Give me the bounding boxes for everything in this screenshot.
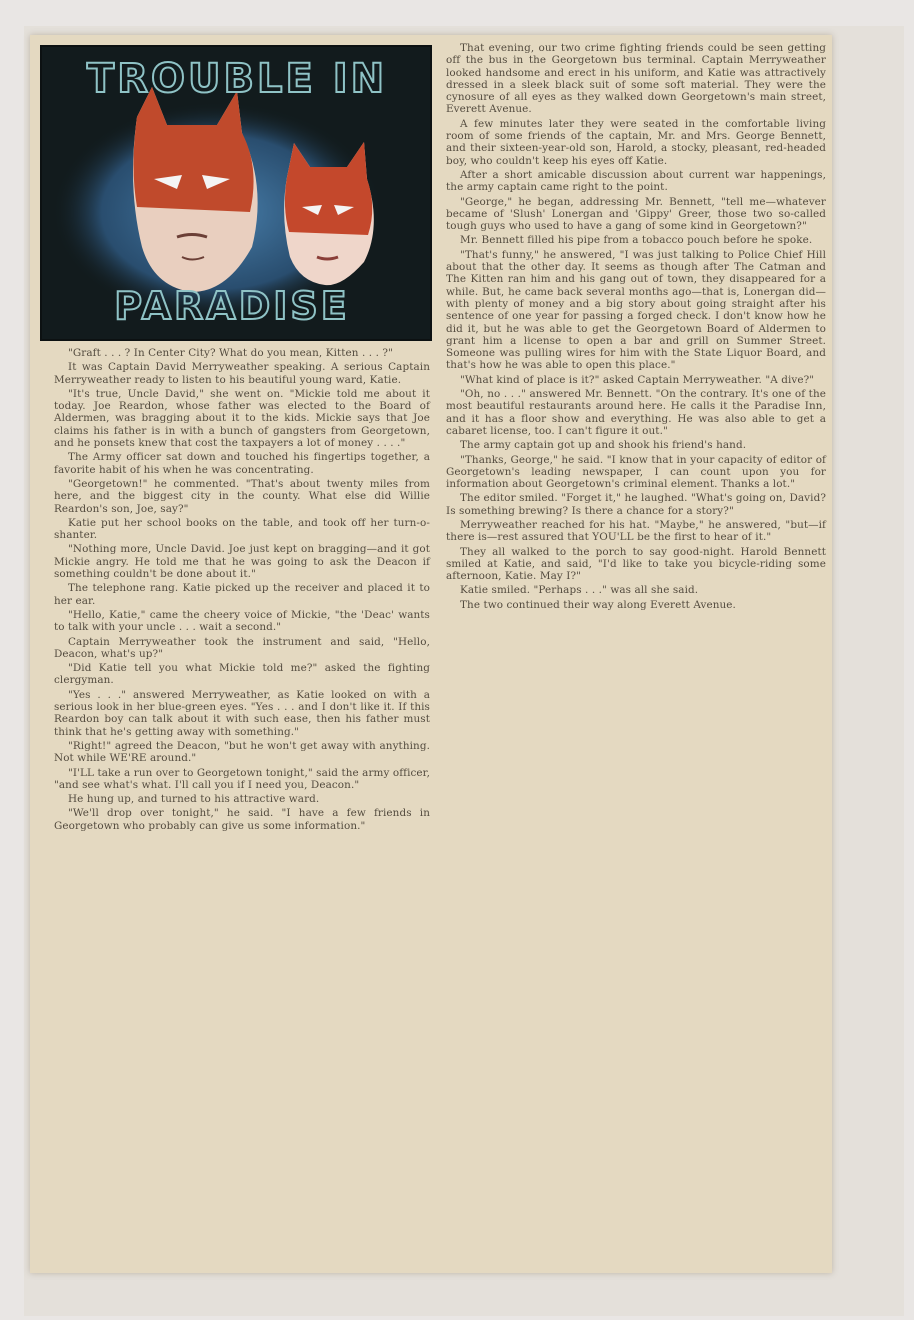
story-paragraph: After a short amicable discussion about current war happenings, the army captain came right to the point.: [446, 168, 826, 194]
story-paragraph: Captain Merryweather took the instrument and said, "Hello, Deacon, what's up?": [54, 635, 430, 660]
story-paragraph: "Nothing more, Uncle David. Joe just kept on bragging—and it got Mickie angry. He told me that he was going to ask the Deacon if something couldn't be done about it.": [54, 543, 430, 581]
story-paragraph: Merryweather reached for his hat. "Maybe," he answered, "but—if there is—rest assured that YOU'LL be the first to hear of it.": [446, 518, 826, 544]
panel-title-bottom: PARADISE: [114, 284, 350, 328]
story-paragraph: "Georgetown!" he commented. "That's about twenty miles from here, and the biggest city in the county. What else did Willie Reardon's son, Joe, say?": [54, 477, 430, 515]
story-paragraph: They all walked to the porch to say good-night. Harold Bennett smiled at Katie, and said, "I'd like to take you bicycle-riding some afternoon, Katie. May I?": [446, 545, 826, 583]
story-paragraph: "That's funny," he answered, "I was just talking to Police Chief Hill about that the other day. It seems as though after The Catman and The Kitten ran him and his gang out of town, they disappeared for a while. But, he came back several months ago—that is, Lonergan did—with plenty of money and a big story about going straight after his sentence of one year for passing a forged check. I don't know how he did it, but he was able to get the Georgetown Board of Aldermen to grant him a license to open a bar and grill on Summer Street. Someone was pulling wires for him with the State Liquor Board, and that's how he was able to open this place.": [446, 248, 826, 372]
story-paragraph: "George," he began, addressing Mr. Bennett, "tell me—whatever became of 'Slush' Lonergan and 'Gippy' Greer, those two so-called tough guys who used to have a gang of some kind in Georgetown?": [446, 195, 826, 233]
story-paragraph: "It's true, Uncle David," she went on. "Mickie told me about it today. Joe Reardon, whose father was elected to the Board of Aldermen, was bragging about it to the kids. Mickie says that Joe claims his father is in with a bunch of gangsters from Georgetown, and he ponsets knew that cost the taxpayers a lot of money . . . .": [54, 387, 430, 450]
story-paragraph: "Hello, Katie," came the cheery voice of Mickie, "the 'Deac' wants to talk with your uncle . . . wait a second.": [54, 608, 430, 634]
title-panel: [40, 45, 432, 341]
story-paragraph: The army captain got up and shook his friend's hand.: [460, 439, 747, 452]
story-column-left: [54, 347, 430, 834]
story-column-right: [446, 42, 826, 613]
story-paragraph: "Oh, no . . ." answered Mr. Bennett. "On the contrary. It's one of the most beautiful restaurants around here. He calls it the Paradise Inn, and it has a floor show and everything. He was also able to get a cabaret license, too. I can't figure it out.": [446, 388, 826, 437]
story-paragraph: The editor smiled. "Forget it," he laughed. "What's going on, David? Is something brewing? Is there a chance for a story?": [446, 492, 826, 517]
title-illustration: [42, 47, 430, 339]
story-paragraph: "Thanks, George," he said. "I know that in your capacity of editor of Georgetown's leading newspaper, I can count upon you for information about Georgetown's criminal element. Thanks a lot.": [446, 453, 826, 491]
panel-title-top: TROUBLE IN: [86, 56, 388, 102]
story-paragraph: It was Captain David Merryweather speaking. A serious Captain Merryweather ready to listen to his beautiful young ward, Katie.: [54, 361, 430, 386]
story-paragraph: The two continued their way along Everett Avenue.: [460, 598, 736, 611]
story-paragraph: Katie put her school books on the table, and took off her turn-o-shanter.: [54, 516, 430, 542]
story-paragraph: "Graft . . . ? In Center City? What do you mean, Kitten . . . ?": [68, 347, 393, 359]
story-paragraph: That evening, our two crime fighting friends could be seen getting off the bus in the Georgetown bus terminal. Captain Merryweather looked handsome and erect in his uniform, and Katie was attractively dressed in a sleek black suit of some soft material. They were the cynosure of all eyes as they walked down Georgetown's main street, Everett Avenue.: [446, 42, 826, 116]
story-paragraph: Katie smiled. "Perhaps . . ." was all she said.: [460, 584, 699, 597]
story-paragraph: A few minutes later they were seated in the comfortable living room of some friends of the captain, Mr. and Mrs. George Bennett, and their sixteen-year-old son, Harold, a stocky, pleasant, red-headed boy, who couldn't keep his eyes off Katie.: [446, 117, 826, 167]
story-paragraph: "I'LL take a run over to Georgetown tonight," said the army officer, "and see what's what. I'll call you if I need you, Deacon.": [54, 766, 431, 791]
story-paragraph: He hung up, and turned to his attractive ward.: [68, 793, 320, 806]
story-paragraph: "Right!" agreed the Deacon, "but he won't get away with anything. Not while WE'RE around.": [54, 739, 430, 765]
story-paragraph: "What kind of place is it?" asked Captain Merryweather. "A dive?": [460, 373, 815, 386]
story-paragraph: The telephone rang. Katie picked up the receiver and placed it to her ear.: [54, 582, 430, 607]
story-paragraph: "Did Katie tell you what Mickie told me?" asked the fighting clergyman.: [54, 662, 430, 687]
story-paragraph: Mr. Bennett filled his pipe from a tobacco pouch before he spoke.: [460, 234, 813, 247]
story-paragraph: "Yes . . ." answered Merryweather, as Katie looked on with a serious look in her blue-green eyes. "Yes . . . and I don't like it. If this Reardon boy can talk about it with such ease, then his father must think that he's getting away with something.": [54, 688, 430, 738]
story-paragraph: "We'll drop over tonight," he said. "I have a few friends in Georgetown who probably can give us some information.": [54, 807, 430, 832]
story-paragraph: The Army officer sat down and touched his fingertips together, a favorite habit of his when he was concentrating.: [54, 451, 430, 476]
